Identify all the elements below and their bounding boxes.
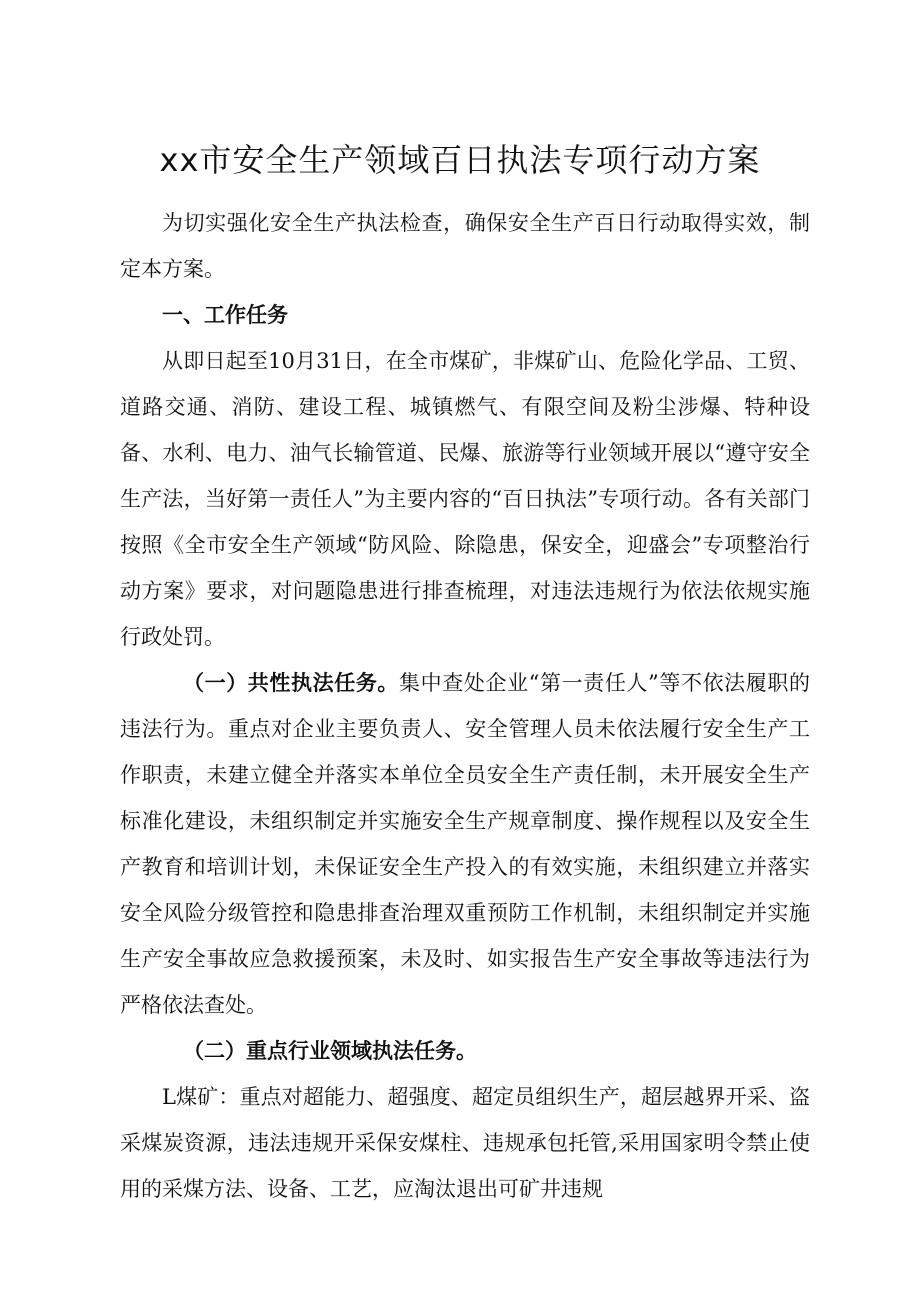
document-body xyxy=(120,200,810,1212)
subsection-text-common-tasks: 集中查处企业“第一责任人”等不依法履职的违法行为。重点对企业主要负责人、安全管理人员未依法履行安全生产工作职责，未建立健全并落实本单位全员安全生产责任制，未开展安全生产标准化建设，未组织制定并实施安全生产规章制度、操作规程以及安全生产教育和培训计划，未保证安全生产投入的有效实施，未组织建立并落实安全风险分级管控和隐患排查治理双重预防工作机制，未组织制定并实施生产安全事故应急救援预案，未及时、如实报告生产安全事故等违法行为严格依法查处。 xyxy=(120,671,810,1017)
subsection-common-tasks xyxy=(120,660,810,1028)
section-heading-work-tasks: 一、工作任务 xyxy=(162,302,288,327)
document-title: xx市安全生产领域百日执法专项行动方案 xyxy=(159,141,761,179)
subsection-heading-common-tasks: （一）共性执法任务。 xyxy=(183,670,400,695)
subsection-heading-key-industries: （二）重点行业领域执法任务。 xyxy=(183,1038,477,1063)
section-paragraph-work-tasks: 从即日起至10月31日，在全市煤矿，非煤矿山、危险化学品、工贸、道路交通、消防、建设工程、城镇燃气、有限空间及粉尘涉爆、特种设备、水利、电力、油气长输管道、民爆、旅游等行业领域开展以“遵守安全生产法，当好第一责任人”为主要内容的“百日执法”专项行动。各有关部门按照《全市安全生产领域“防风险、除隐患，保安全，迎盛会”专项整治行动方案》要求，对问题隐患进行排查梳理，对违法违规行为依法依规实施行政处罚。 xyxy=(120,349,810,649)
intro-paragraph: 为切实强化安全生产执法检查，确保安全生产百日行动取得实效，制定本方案。 xyxy=(120,211,810,281)
item-coal-mine-paragraph: L煤矿：重点对超能力、超强度、超定员组织生产，超层越界开采、盗采煤炭资源，违法违规开采保安煤柱、违规承包托管,采用国家明令禁止使用的采煤方法、设备、工艺，应淘汰退出可矿井违规 xyxy=(120,1085,810,1201)
